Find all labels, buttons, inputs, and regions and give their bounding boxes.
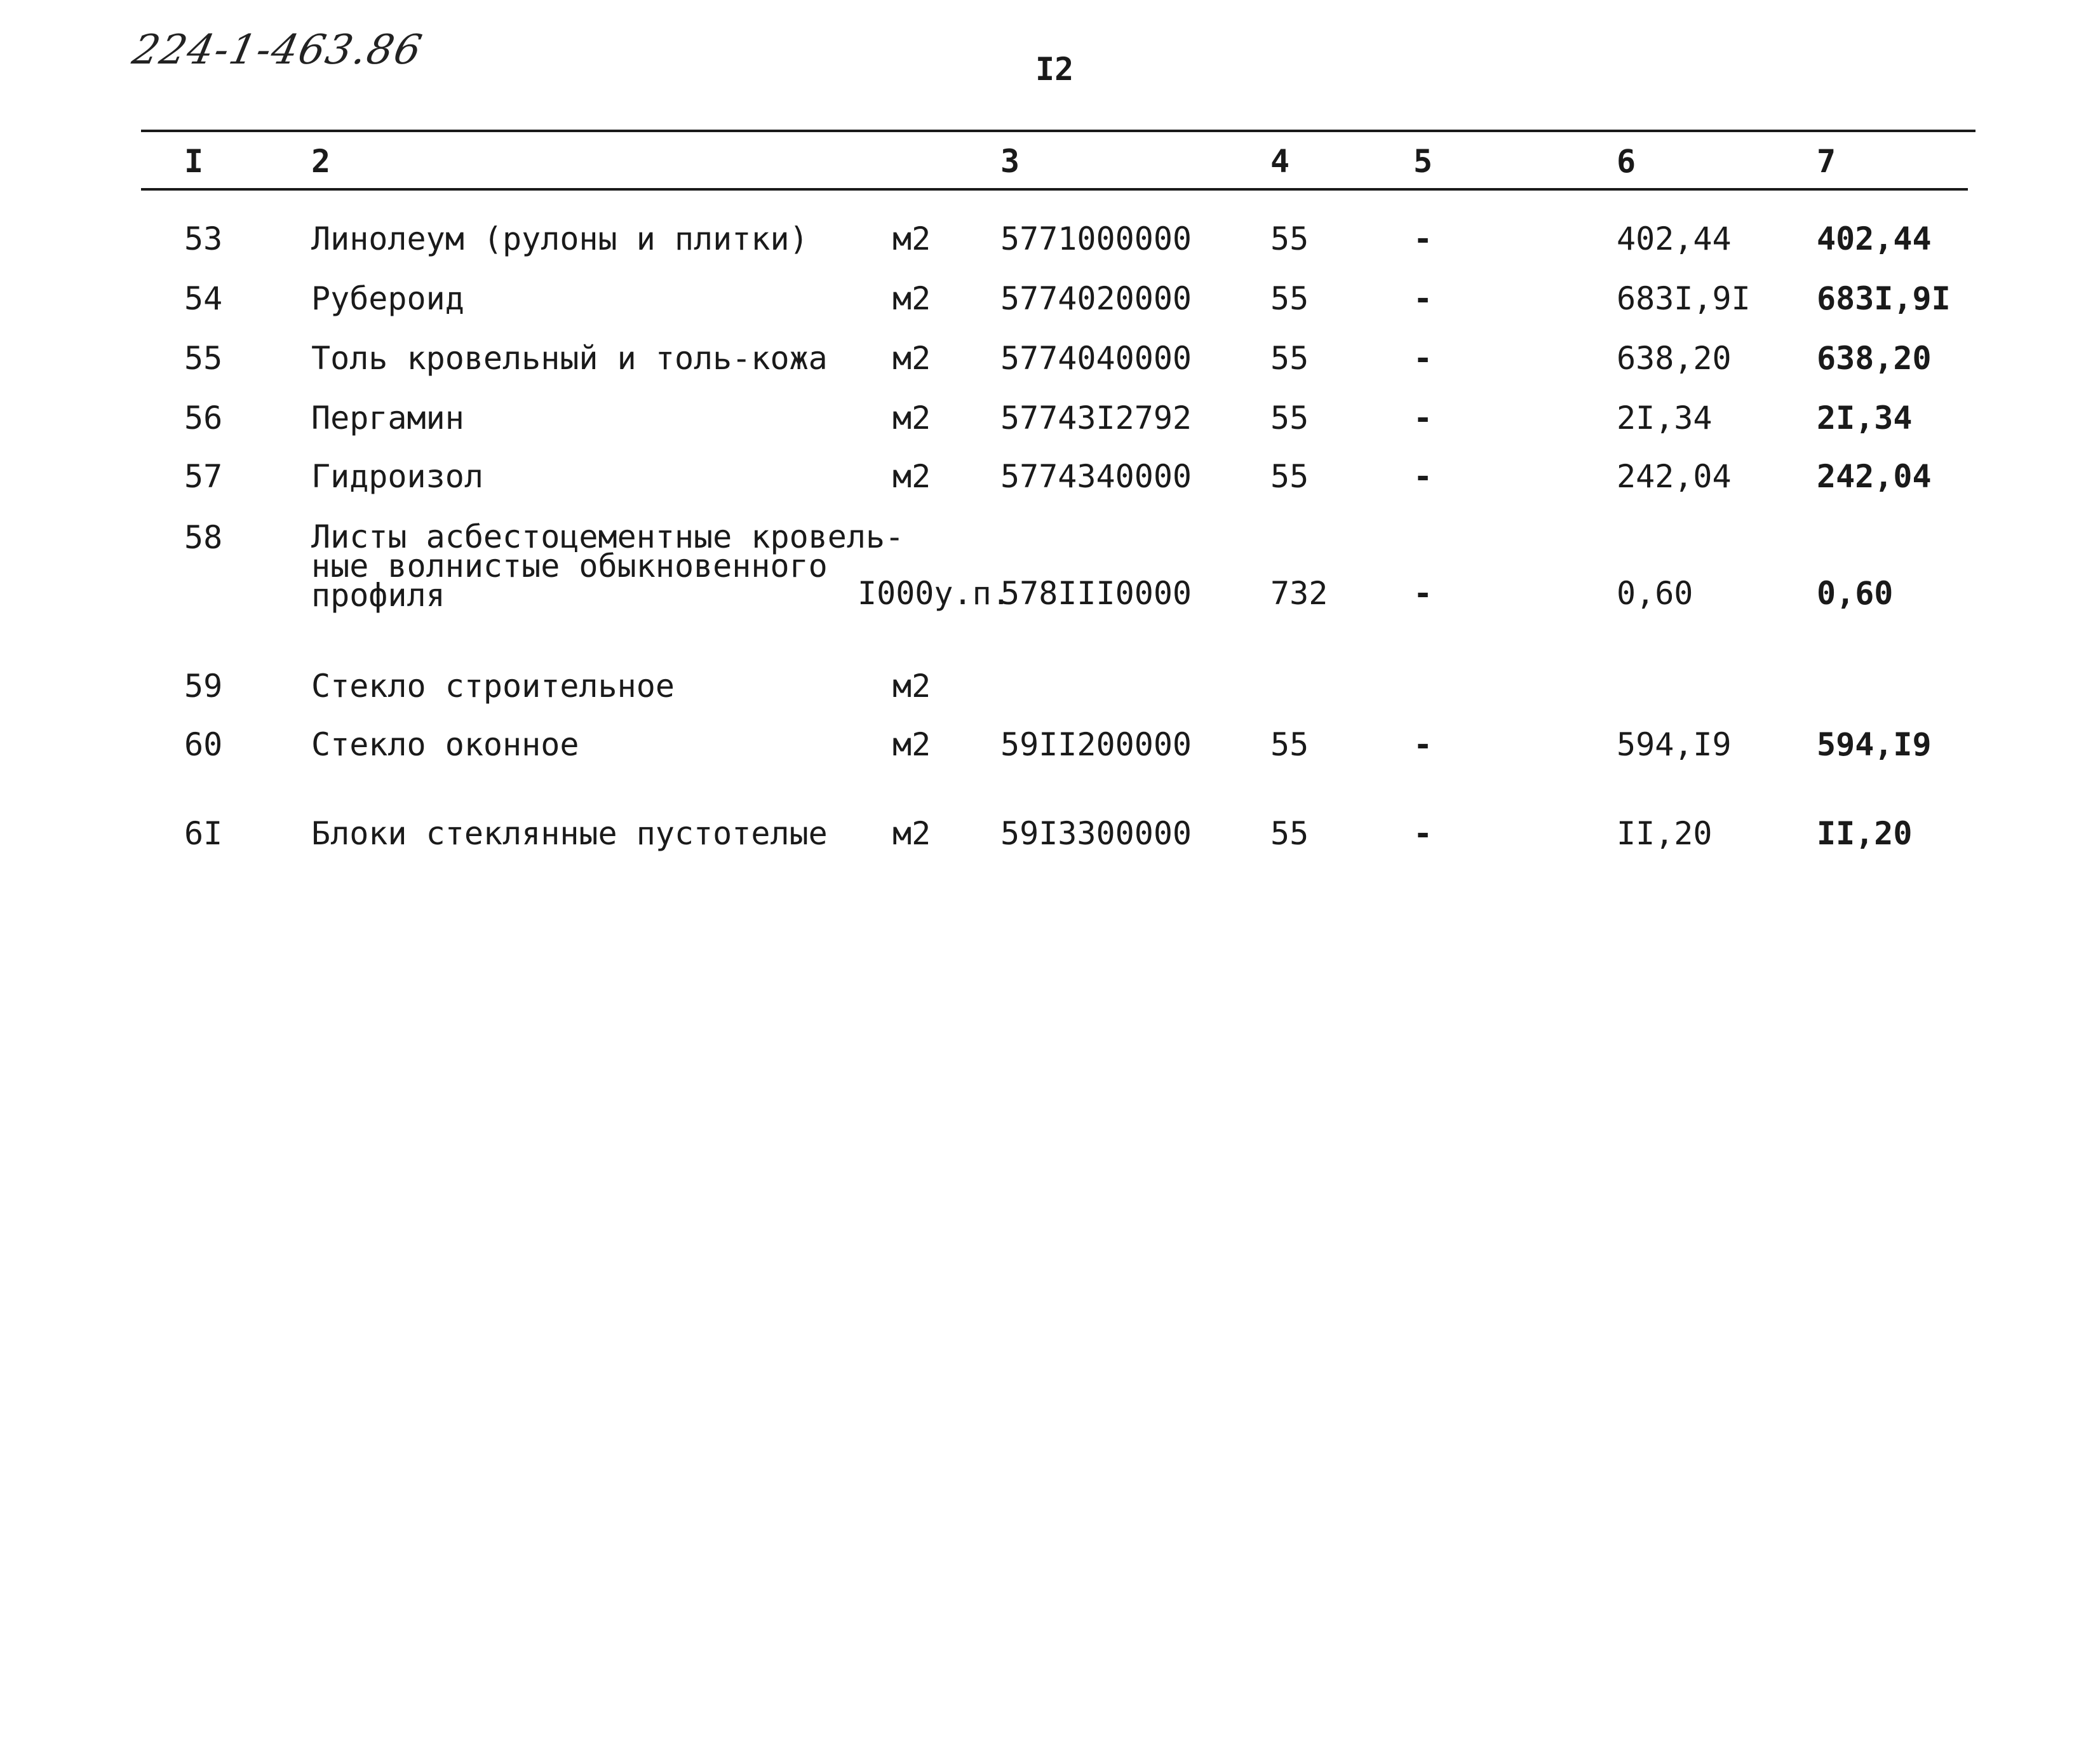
row-number: 57	[184, 458, 223, 495]
material-name: Блоки стеклянные пустотелые	[311, 815, 828, 852]
col-5-value: -	[1413, 458, 1433, 495]
row-number: 58	[184, 519, 223, 556]
col-7-value: 242,04	[1817, 458, 1932, 495]
product-code: 59I3300000	[1000, 815, 1192, 852]
row-number: 6I	[184, 815, 223, 852]
material-name-line-1: Листы асбестоцементные кровель-	[311, 518, 905, 555]
col-6-value: 683I,9I	[1617, 280, 1751, 317]
document-code: 224-1-463.86	[128, 27, 427, 74]
material-name: Стекло оконное	[311, 726, 579, 763]
product-code: 5774020000	[1000, 280, 1192, 317]
col-7-value: 638,20	[1817, 340, 1932, 377]
unit: м2	[892, 668, 931, 705]
col-6-value: 594,I9	[1617, 726, 1732, 763]
col-6-value: 0,60	[1617, 575, 1693, 612]
unit: м2	[892, 458, 931, 495]
material-name: Пергамин	[311, 400, 464, 436]
unit: м2	[892, 400, 931, 436]
col-6-value: 638,20	[1617, 340, 1732, 377]
col-5-value: -	[1413, 575, 1433, 612]
col-7-value: 0,60	[1817, 575, 1894, 612]
col-4-value: 55	[1270, 340, 1309, 377]
col-5-value: -	[1413, 726, 1433, 763]
col-4-value: 55	[1270, 280, 1309, 317]
row-number: 59	[184, 668, 223, 705]
product-code: 5774040000	[1000, 340, 1192, 377]
product-code: 5771000000	[1000, 220, 1192, 257]
col-4-value: 55	[1270, 726, 1309, 763]
header-col-6: 6	[1617, 143, 1636, 180]
col-4-value: 732	[1270, 575, 1328, 612]
col-6-value: 402,44	[1617, 220, 1732, 257]
header-col-4: 4	[1270, 143, 1290, 180]
header-col-5: 5	[1413, 143, 1433, 180]
col-7-value: 2I,34	[1817, 400, 1913, 436]
material-name-line-2: ные волнистые обыкновенного	[311, 548, 828, 584]
col-4-value: 55	[1270, 400, 1309, 436]
unit: м2	[892, 815, 931, 852]
material-name: Линолеум (рулоны и плитки)	[311, 220, 809, 257]
col-7-value: 594,I9	[1817, 726, 1932, 763]
unit: м2	[892, 340, 931, 377]
col-7-value: 402,44	[1817, 220, 1932, 257]
col-7-value: 683I,9I	[1817, 280, 1951, 317]
header-col-7: 7	[1817, 143, 1836, 180]
unit: м2	[892, 726, 931, 763]
row-number: 60	[184, 726, 223, 763]
top-rule	[141, 130, 1975, 132]
header-col-2: 2	[311, 143, 331, 180]
col-4-value: 55	[1270, 458, 1309, 495]
material-name-line-3: профиля	[311, 577, 445, 614]
col-6-value: 242,04	[1617, 458, 1732, 495]
unit: м2	[892, 280, 931, 317]
row-number: 56	[184, 400, 223, 436]
row-number: 53	[184, 220, 223, 257]
header-col-3: 3	[1000, 143, 1020, 180]
col-5-value: -	[1413, 815, 1433, 852]
unit: I000у.п.	[858, 575, 1011, 612]
col-4-value: 55	[1270, 220, 1309, 257]
material-name: Толь кровельный и толь-кожа	[311, 340, 828, 377]
material-name: Рубероид	[311, 280, 464, 317]
product-code: 578III0000	[1000, 575, 1192, 612]
col-4-value: 55	[1270, 815, 1309, 852]
product-code: 59II200000	[1000, 726, 1192, 763]
col-7-value: II,20	[1817, 815, 1913, 852]
unit: м2	[892, 220, 931, 257]
col-6-value: II,20	[1617, 815, 1713, 852]
row-number: 55	[184, 340, 223, 377]
material-name: Стекло строительное	[311, 668, 675, 705]
col-5-value: -	[1413, 400, 1433, 436]
col-5-value: -	[1413, 220, 1433, 257]
col-5-value: -	[1413, 280, 1433, 317]
col-5-value: -	[1413, 340, 1433, 377]
product-code: 5774340000	[1000, 458, 1192, 495]
page-number: I2	[1035, 51, 1074, 88]
row-number: 54	[184, 280, 223, 317]
header-rule	[141, 188, 1968, 191]
header-col-1: I	[184, 143, 204, 180]
product-code: 57743I2792	[1000, 400, 1192, 436]
col-6-value: 2I,34	[1617, 400, 1713, 436]
material-name: Гидроизол	[311, 458, 483, 495]
